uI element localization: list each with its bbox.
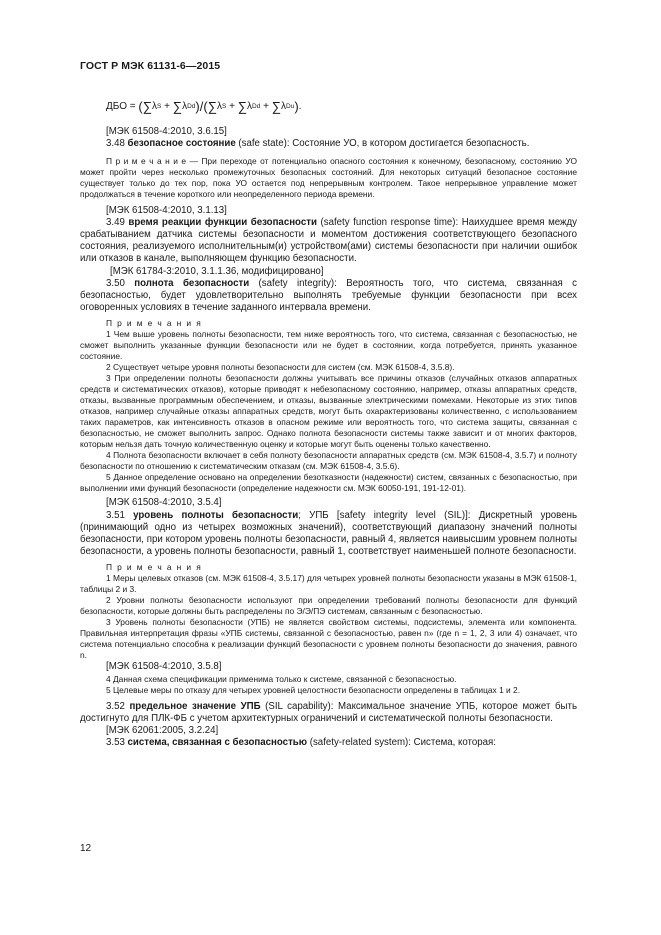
note: 4 Полнота безопасности включает в себя полноту безопасности аппаратных средств (см. МЭК 61508-4, 3.5.7) и полноту безопасности по отношению к систематическим отказам (см. МЭК 61508-4, 3.5.6). [80,450,577,472]
reference: [МЭК 62061:2005, 3.2.24] [106,725,219,737]
formula-lhs: ДБО = [106,101,136,113]
reference: [МЭК 61508-4:2010, 3.5.8] [106,661,222,673]
reference: [МЭК 61784-3:2010, 3.1.1.36, модифицировано] [110,265,324,277]
term: уровень полноты безопасности [133,509,299,521]
term: время реакции функции безопасности [128,216,317,228]
note: 1 Чем выше уровень полноты безопасности, тем ниже вероятность того, что система, связанная с безопасностью, не сможет выполнить указанные функции безопасности или не будет в состоянии, когда потребуется, принять указанное состояние. [80,329,577,362]
term-definition: 3.49 время реакции функции безопасности (safety function response time): Наихудшее время между срабатыванием датчика системы безопасности и моментом достижения соответствующего безопасного состояния, реализуемого исполнительным(и) устройством(ами) системы безопасности при наличии ошибок или отказов в канале, выполняющем функцию безопасности. [80,216,577,265]
term: предельное значение УПБ [129,700,261,712]
dbo-formula: ДБО = ( ∑ λ S + ∑ λ Dd ) / ( ∑ λ S + ∑ λ Dd + ∑ λ Du ) . [106,99,302,115]
term-definition: 3.51 уровень полноты безопасности; УПБ [safety integrity level (SIL)]: Дискретный уровень (принимающий одно из четырех возможных значений), соответствующий диапазону значений полноты безопасности, при котором уровень полноты безопасности, равный 4, является наивысшим уровнем полноты безопасности, а уровень полноты безопасности, равный 1, соответствует наименьшей полноте безопасности. [80,509,577,558]
term: безопасное состояние [127,138,236,150]
reference: [МЭК 61508-4:2010, 3.1.13] [106,204,227,216]
note: 1 Меры целевых отказов (см. МЭК 61508-4, 3.5.17) для четырех уровней полноты безопасности указаны в МЭК 61508-1, таблицы 2 и 3. [80,573,577,595]
term: система, связанная с безопасностью [127,737,308,749]
note: 4 Данная схема спецификации применима только к системе, связанной с безопасностью. [106,673,457,684]
term-definition: 3.53 система, связанная с безопасностью (safety-related system): Система, которая: [106,737,496,749]
note: 2 Существует четыре уровня полноты безопасности для систем (см. МЭК 61508-4, 3.5.8). [106,362,455,373]
term-definition: 3.52 предельное значение УПБ (SIL capability): Максимальное значение УПБ, которое может быть достигнуто для ПЛК-ФБ с учетом архитектурных ограничений и систематической полноты безопасности. [80,700,577,724]
page-content [80,60,577,749]
note: П р и м е ч а н и е — При переходе от потенциально опасного состояния к конечному, безопасному, состоянию УО может пройти через несколько промежуточных безопасных состояний. Для некоторых ситуаций безопасное состояние существует только до тех пор, пока УО остается под непрерывным контролем. Такое непрерывное управление может продолжаться в течение короткого или неопределенного периода времени. [80,155,577,199]
page-number: 12 [80,843,92,854]
term-definition: 3.50 полнота безопасности (safety integrity): Вероятность того, что система, связанная с безопасностью, будет удовлетворительно выполнять требуемые функции безопасности при всех оговоренных условиях в течение заданного интервала времени. [80,277,577,314]
term-definition: 3.48 безопасное состояние (safe state): Состояние УО, в котором достигается безопасность. [106,138,530,150]
term: полнота безопасности [134,277,250,289]
reference: [МЭК 61508-4:2010, 3.5.4] [106,497,222,509]
reference: [МЭК 61508-4:2010, 3.6.15] [106,126,227,138]
notes-title: П р и м е ч а н и я [106,318,203,329]
notes-title: П р и м е ч а н и я [106,562,203,573]
note: 2 Уровни полноты безопасности используют при определении требований полноты безопасности для функций безопасности, которые должны быть распределены по Э/Э/ПЭ системам, связанным с безопасностью. [80,595,577,617]
note: 3 При определении полноты безопасности должны учитывать все причины отказов (случайных отказов аппаратных средств и систематических отказов), которые приводят к небезопасному состоянию, например, отказы аппаратных средств, отказы, вызванные программным обеспечением, и отказы, вызванные электрическими помехами. Некоторые из этих типов отказов, например случайные отказы аппаратных средств, могут быть охарактеризованы количественно, с использованием таких параметров, как интенсивность отказов в опасном режиме или вероятность того, что система защиты, связанная с безопасностью, не сможет выполнить запрос. Однако полнота безопасности системы также зависит и от многих факторов, которым нельзя дать точную количественную оценку и которые могут быть оценены только качественно. [80,373,577,450]
note: 5 Данное определение основано на определении безотказности (надежности) систем, связанных с безопасностью, при выполнении ими функций безопасности (определение надежности см. МЭК 60050-191, 191-12-01). [80,472,577,494]
standard-header: ГОСТ Р МЭК 61131-6—2015 [80,60,221,72]
note: 5 Целевые меры по отказу для четырех уровней целостности безопасности определены в таблицах 1 и 2. [106,684,521,695]
note: 3 Уровень полноты безопасности (УПБ) не является свойством системы, подсистемы, элемента или компонента. Правильная интерпретация фразы «УПБ системы, связанной с безопасностью, равен n» (где n = 1, 2, 3 или 4) означает, что система потенциально способна к реализации функций безопасности с уровнем полноты безопасности до значения, равного n. [80,617,577,661]
